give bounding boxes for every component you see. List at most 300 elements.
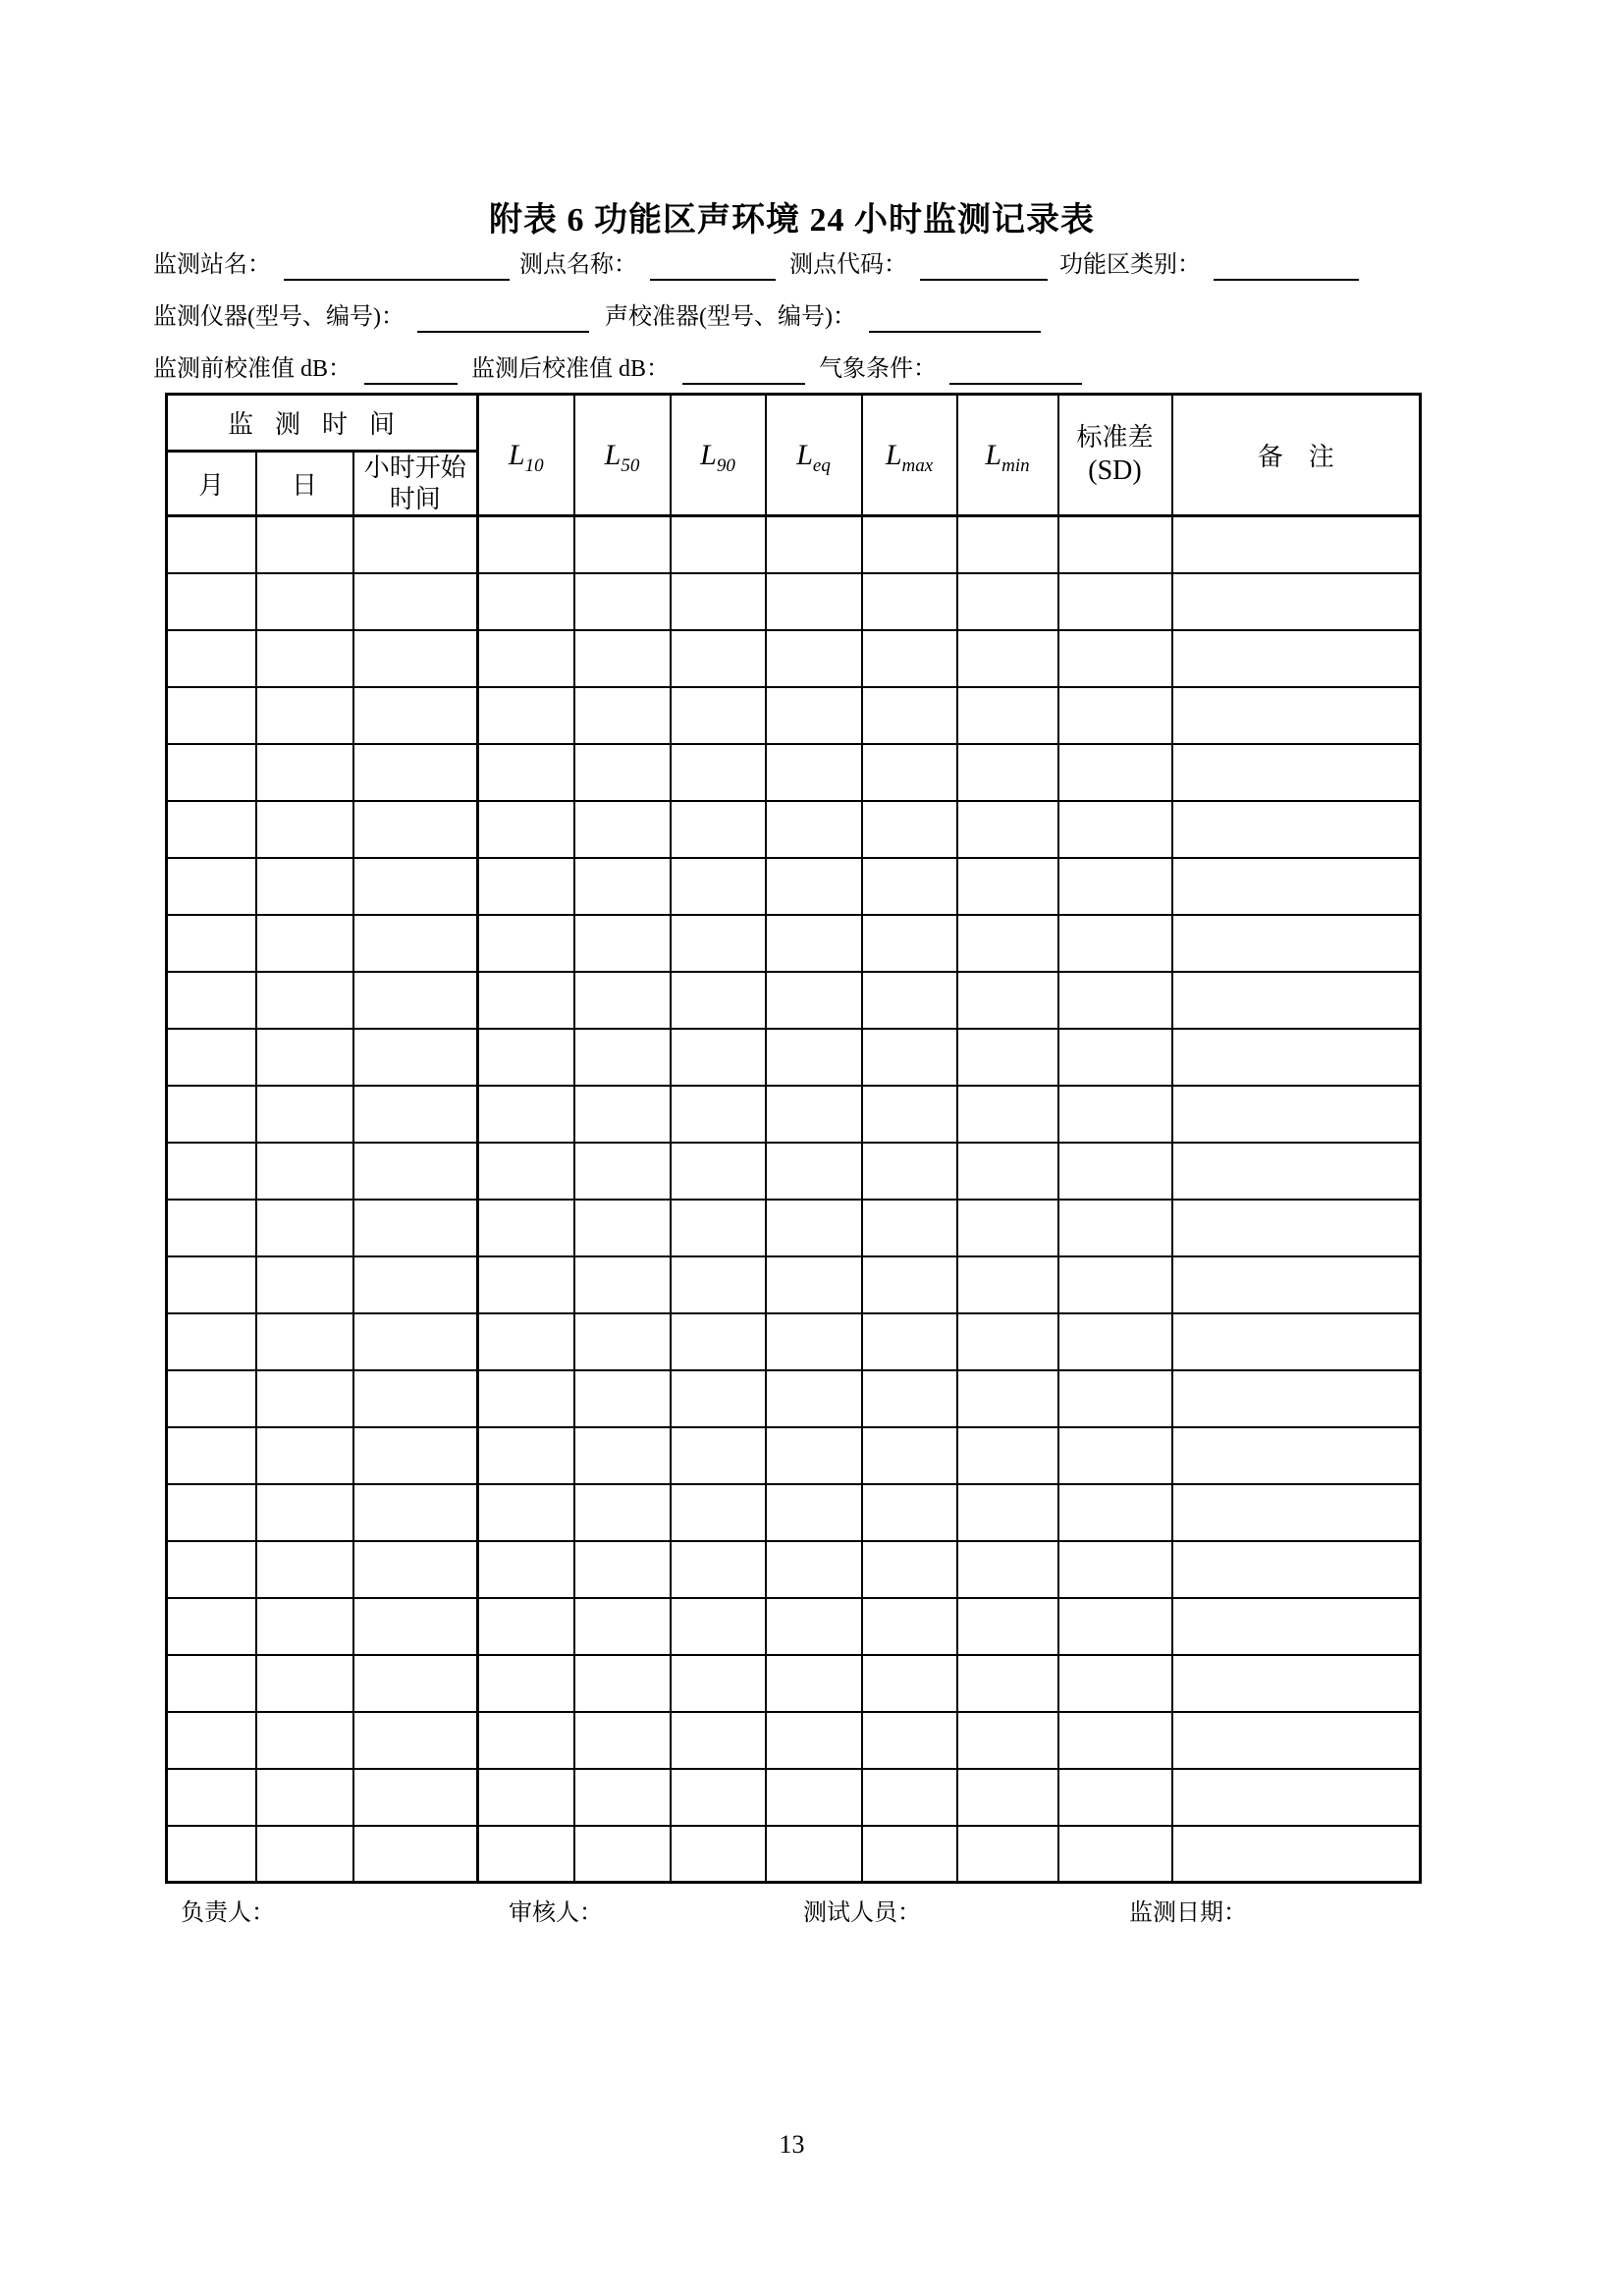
empty-cell [353,516,478,573]
table-row [167,1769,1421,1826]
empty-cell [766,687,862,744]
header-monitoring-time: 监测时间 [167,395,478,452]
empty-cell [574,573,671,630]
empty-cell [574,1541,671,1598]
L90-label: $L_{90}$ [700,438,735,476]
empty-cell [478,1541,574,1598]
empty-cell [167,516,256,573]
station-name-blank [284,247,510,281]
cal-after-group [471,351,805,385]
empty-cell [256,1313,353,1370]
header-day: 日 [256,452,353,516]
empty-cell [353,1256,478,1313]
empty-cell [256,1029,353,1086]
empty-cell [256,1370,353,1427]
empty-cell [862,1712,957,1769]
header-standard-deviation [1058,395,1172,516]
empty-cell [574,1484,671,1541]
empty-cell [167,858,256,915]
lead-person-label: 负责人： [181,1900,275,1926]
empty-cell [957,1370,1058,1427]
data-rows [167,516,1421,1883]
weather-blank [949,351,1082,385]
empty-cell [167,801,256,858]
empty-cell [957,1655,1058,1712]
instrument-blank [417,299,589,333]
header-Lmax [862,395,957,516]
empty-cell [167,1143,256,1200]
empty-cell [353,1427,478,1484]
empty-cell [167,744,256,801]
empty-cell [1172,516,1421,573]
empty-cell [671,630,766,687]
empty-cell [957,1086,1058,1143]
empty-cell [478,1484,574,1541]
empty-cell [256,1086,353,1143]
table-row [167,1313,1421,1370]
empty-cell [671,801,766,858]
header-hour-start: 小时开始时间 [353,452,478,516]
empty-cell [256,1655,353,1712]
empty-cell [957,744,1058,801]
calibrator-group [605,299,1041,333]
empty-cell [478,573,574,630]
empty-cell [167,915,256,972]
instrument-label: 监测仪器(型号、编号)： [153,304,405,330]
empty-cell [256,573,353,630]
table-row [167,972,1421,1029]
empty-cell [167,1826,256,1883]
empty-cell [167,1029,256,1086]
empty-cell [766,1256,862,1313]
empty-cell [1058,573,1172,630]
empty-cell [353,573,478,630]
empty-cell [256,1256,353,1313]
empty-cell [671,744,766,801]
empty-cell [671,1200,766,1256]
weather-group [819,351,1082,385]
empty-cell [478,1200,574,1256]
empty-cell [862,1484,957,1541]
empty-cell [671,573,766,630]
empty-cell [1172,972,1421,1029]
empty-cell [256,1712,353,1769]
empty-cell [957,801,1058,858]
empty-cell [862,1541,957,1598]
empty-cell [478,1256,574,1313]
info-line-calibration [153,351,1082,385]
empty-cell [766,1200,862,1256]
empty-cell [1058,1143,1172,1200]
empty-cell [1172,1541,1421,1598]
empty-cell [766,1769,862,1826]
monitor-date-label: 监测日期： [1129,1900,1247,1926]
table-row [167,1029,1421,1086]
empty-cell [671,1313,766,1370]
empty-cell [862,1256,957,1313]
empty-cell [957,573,1058,630]
empty-cell [766,1598,862,1655]
empty-cell [353,1655,478,1712]
info-line-instruments [153,299,1041,333]
empty-cell [1172,1313,1421,1370]
empty-cell [353,1541,478,1598]
empty-cell [574,1200,671,1256]
table-row [167,1655,1421,1712]
empty-cell [256,915,353,972]
table-row [167,1256,1421,1313]
empty-cell [1058,858,1172,915]
empty-cell [1058,1370,1172,1427]
empty-cell [1172,1598,1421,1655]
empty-cell [1172,1370,1421,1427]
empty-cell [862,744,957,801]
empty-cell [353,1313,478,1370]
calibrator-label: 声校准器(型号、编号)： [604,304,856,330]
point-code-group [789,247,1048,281]
empty-cell [478,1427,574,1484]
empty-cell [671,1086,766,1143]
empty-cell [1172,573,1421,630]
table-row [167,687,1421,744]
empty-cell [1172,1200,1421,1256]
empty-cell [957,915,1058,972]
empty-cell [167,1256,256,1313]
Lmax-label: $L_{max}$ [885,438,934,476]
empty-cell [766,1826,862,1883]
point-name-group [519,247,776,281]
empty-cell [353,858,478,915]
empty-cell [1172,1484,1421,1541]
empty-cell [478,630,574,687]
table-row [167,1598,1421,1655]
empty-cell [256,1769,353,1826]
empty-cell [1172,915,1421,972]
empty-cell [574,1370,671,1427]
empty-cell [574,516,671,573]
empty-cell [1172,1427,1421,1484]
empty-cell [957,1769,1058,1826]
empty-cell [1058,744,1172,801]
empty-cell [862,516,957,573]
empty-cell [862,858,957,915]
empty-cell [574,1427,671,1484]
empty-cell [766,630,862,687]
empty-cell [478,801,574,858]
empty-cell [574,1712,671,1769]
empty-cell [862,972,957,1029]
empty-cell [862,1086,957,1143]
empty-cell [574,972,671,1029]
empty-cell [1058,1484,1172,1541]
table-row [167,915,1421,972]
empty-cell [478,1712,574,1769]
cal-before-blank [364,351,458,385]
table-row [167,1143,1421,1200]
empty-cell [574,630,671,687]
empty-cell [478,915,574,972]
empty-cell [862,1029,957,1086]
empty-cell [1172,858,1421,915]
empty-cell [353,1200,478,1256]
empty-cell [167,630,256,687]
header-L50 [574,395,671,516]
empty-cell [1058,1029,1172,1086]
empty-cell [256,1541,353,1598]
empty-cell [766,1484,862,1541]
header-L90 [671,395,766,516]
cal-before-group [153,351,458,385]
empty-cell [1172,744,1421,801]
empty-cell [256,1427,353,1484]
table-row [167,801,1421,858]
empty-cell [1172,1655,1421,1712]
empty-cell [671,1029,766,1086]
empty-cell [478,1086,574,1143]
empty-cell [862,1200,957,1256]
empty-cell [766,1427,862,1484]
empty-cell [1058,972,1172,1029]
empty-cell [1172,1712,1421,1769]
empty-cell [957,1712,1058,1769]
empty-cell [167,1200,256,1256]
empty-cell [256,858,353,915]
empty-cell [353,1769,478,1826]
empty-cell [766,858,862,915]
empty-cell [353,801,478,858]
empty-cell [256,801,353,858]
empty-cell [167,1712,256,1769]
empty-cell [167,1655,256,1712]
empty-cell [766,744,862,801]
empty-cell [167,687,256,744]
empty-cell [862,1427,957,1484]
empty-cell [1058,1541,1172,1598]
empty-cell [957,1029,1058,1086]
Leq-label: $L_{eq}$ [796,438,831,476]
empty-cell [478,1313,574,1370]
point-name-blank [650,247,776,281]
empty-cell [478,516,574,573]
empty-cell [766,1313,862,1370]
empty-cell [671,972,766,1029]
table-row [167,1427,1421,1484]
empty-cell [671,915,766,972]
empty-cell [957,1427,1058,1484]
empty-cell [766,1541,862,1598]
empty-cell [1058,1769,1172,1826]
empty-cell [353,1484,478,1541]
empty-cell [766,516,862,573]
empty-cell [862,915,957,972]
empty-cell [1058,1313,1172,1370]
empty-cell [1058,1826,1172,1883]
empty-cell [766,1370,862,1427]
empty-cell [574,1029,671,1086]
empty-cell [957,687,1058,744]
table-row [167,1370,1421,1427]
empty-cell [353,744,478,801]
table-row [167,1484,1421,1541]
empty-cell [353,915,478,972]
table-row [167,1086,1421,1143]
empty-cell [862,1655,957,1712]
empty-cell [478,1598,574,1655]
empty-cell [478,1655,574,1712]
empty-cell [862,1769,957,1826]
empty-cell [256,1484,353,1541]
empty-cell [862,573,957,630]
page-title: 附表 6 功能区声环境 24 小时监测记录表 [489,202,1095,239]
empty-cell [766,915,862,972]
empty-cell [574,801,671,858]
empty-cell [353,1826,478,1883]
empty-cell [671,516,766,573]
header-Lmin [957,395,1058,516]
empty-cell [862,1598,957,1655]
info-line-station [153,247,1359,281]
empty-cell [256,744,353,801]
empty-cell [256,1598,353,1655]
empty-cell [957,1484,1058,1541]
station-name-group [153,247,510,281]
cal-before-label: 监测前校准值 dB： [153,356,352,382]
empty-cell [478,858,574,915]
reviewer-label: 审核人： [509,1900,603,1926]
empty-cell [167,1313,256,1370]
L10-label: $L_{10}$ [508,438,544,476]
empty-cell [957,1826,1058,1883]
empty-cell [1172,1256,1421,1313]
cal-after-blank [682,351,805,385]
cal-after-label: 监测后校准值 dB： [471,356,671,382]
empty-cell [671,687,766,744]
Lmin-label: $L_{min}$ [985,438,1030,476]
empty-cell [574,1313,671,1370]
empty-cell [766,573,862,630]
empty-cell [353,1712,478,1769]
empty-cell [574,915,671,972]
empty-cell [353,687,478,744]
point-name-label: 测点名称： [519,252,637,278]
header-L10 [478,395,574,516]
table-row [167,516,1421,573]
empty-cell [1058,687,1172,744]
empty-cell [574,1769,671,1826]
empty-cell [671,1712,766,1769]
empty-cell [957,1143,1058,1200]
empty-cell [167,1769,256,1826]
empty-cell [167,1541,256,1598]
empty-cell [167,1086,256,1143]
empty-cell [256,972,353,1029]
empty-cell [1172,801,1421,858]
table-row [167,1541,1421,1598]
empty-cell [957,858,1058,915]
zone-type-blank [1214,247,1359,281]
empty-cell [478,1143,574,1200]
empty-cell [574,858,671,915]
empty-cell [1058,915,1172,972]
empty-cell [1058,630,1172,687]
empty-cell [478,1826,574,1883]
table-row [167,744,1421,801]
empty-cell [1058,1086,1172,1143]
empty-cell [574,1143,671,1200]
empty-cell [353,1029,478,1086]
point-code-blank [920,247,1048,281]
empty-cell [256,1200,353,1256]
sd-label-cn: 标准差 [1076,422,1154,452]
empty-cell [1172,1029,1421,1086]
empty-cell [574,1598,671,1655]
empty-cell [478,744,574,801]
empty-cell [256,516,353,573]
empty-cell [671,1484,766,1541]
empty-cell [862,801,957,858]
empty-cell [353,972,478,1029]
station-name-label: 监测站名： [153,252,271,278]
empty-cell [1172,1086,1421,1143]
empty-cell [766,1655,862,1712]
empty-cell [862,1370,957,1427]
empty-cell [671,1143,766,1200]
empty-cell [671,1769,766,1826]
empty-cell [766,1086,862,1143]
empty-cell [478,1370,574,1427]
empty-cell [862,687,957,744]
L50-label: $L_{50}$ [604,438,640,476]
empty-cell [574,1826,671,1883]
empty-cell [167,1427,256,1484]
table-row [167,858,1421,915]
empty-cell [167,1598,256,1655]
empty-cell [1058,1598,1172,1655]
empty-cell [1172,687,1421,744]
empty-cell [1058,801,1172,858]
table-row [167,630,1421,687]
empty-cell [862,1313,957,1370]
empty-cell [353,630,478,687]
empty-cell [957,516,1058,573]
zone-type-group [1059,247,1359,281]
empty-cell [574,1256,671,1313]
empty-cell [671,1826,766,1883]
calibrator-blank [869,299,1041,333]
empty-cell [256,1143,353,1200]
empty-cell [167,573,256,630]
zone-type-label: 功能区类别： [1059,252,1201,278]
empty-cell [671,1541,766,1598]
empty-cell [353,1143,478,1200]
empty-cell [167,1370,256,1427]
empty-cell [957,630,1058,687]
point-code-label: 测点代码： [789,252,907,278]
empty-cell [766,801,862,858]
empty-cell [1172,1826,1421,1883]
table-row [167,573,1421,630]
empty-cell [862,1143,957,1200]
page-number: 13 [779,2130,805,2159]
empty-cell [1058,1655,1172,1712]
empty-cell [671,1427,766,1484]
empty-cell [862,630,957,687]
empty-cell [478,972,574,1029]
empty-cell [478,1769,574,1826]
weather-label: 气象条件： [819,356,938,382]
empty-cell [1058,1256,1172,1313]
empty-cell [1058,1427,1172,1484]
